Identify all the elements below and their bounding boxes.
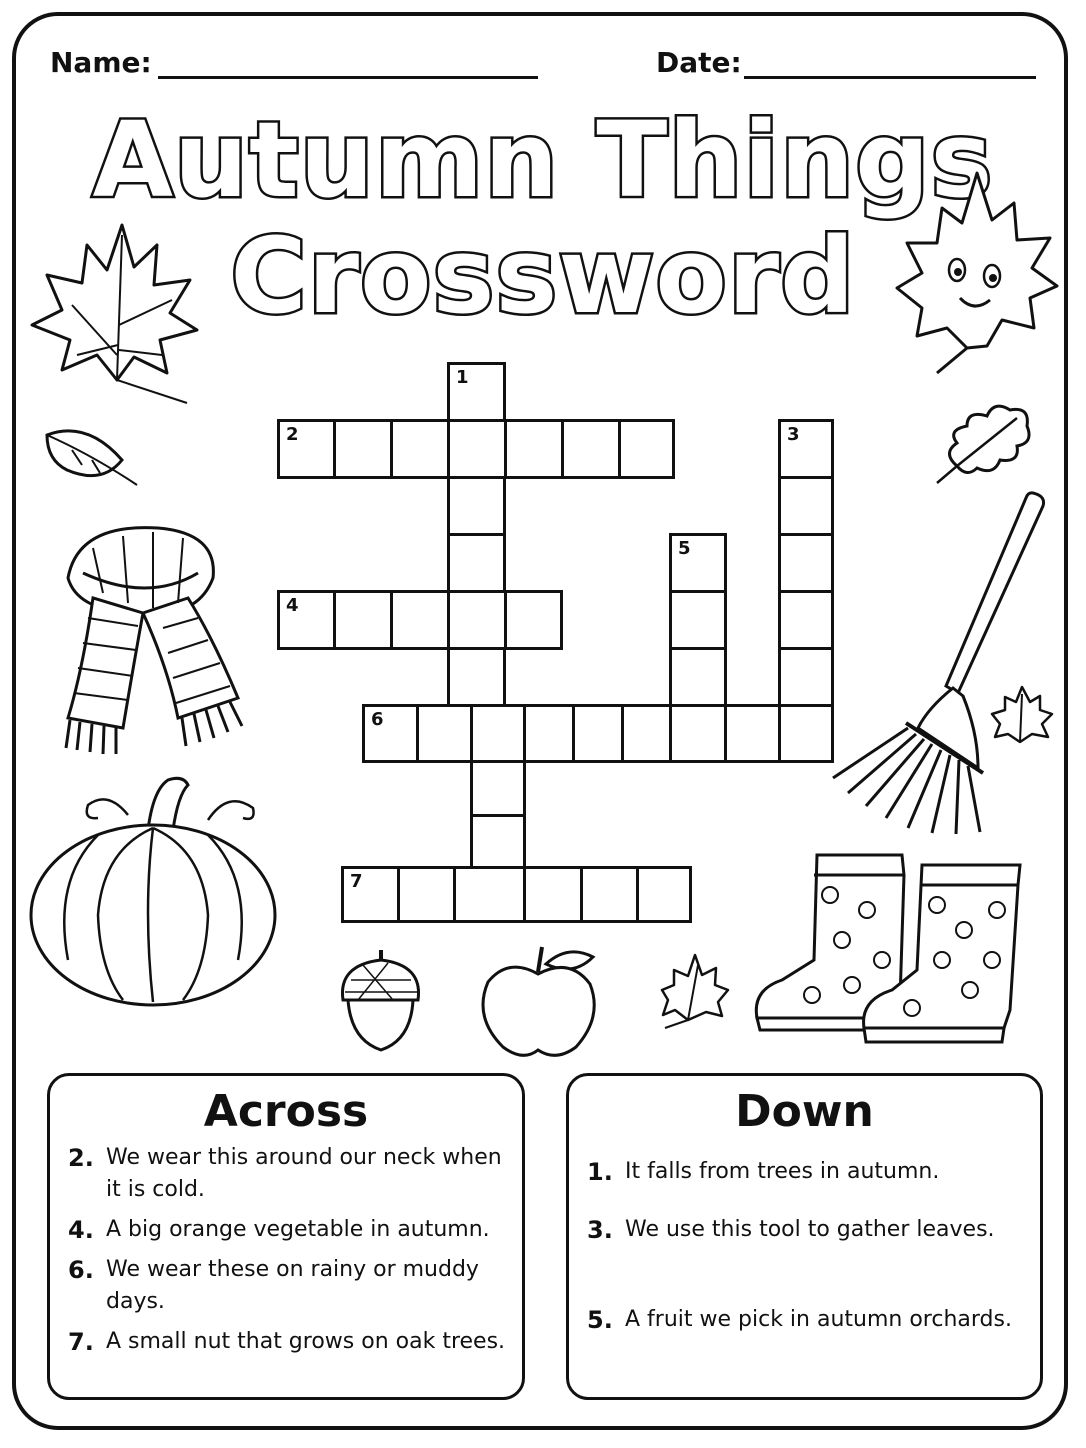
crossword-cell[interactable] xyxy=(621,704,672,763)
crossword-cell[interactable] xyxy=(572,704,624,763)
crossword-cell[interactable] xyxy=(470,814,526,869)
clue-number: 2. xyxy=(68,1144,94,1172)
name-label: Name: xyxy=(50,46,152,79)
clue-number: 7 xyxy=(350,871,363,892)
rain-boots-icon xyxy=(752,850,1022,1045)
maple-leaf-icon xyxy=(22,205,202,410)
crossword-cell[interactable] xyxy=(277,419,336,479)
across-clue-2 xyxy=(68,1142,508,1206)
crossword-cell[interactable] xyxy=(523,704,575,763)
clue-number: 5. xyxy=(587,1306,613,1334)
crossword-cell[interactable] xyxy=(470,704,526,763)
clue-number: 4. xyxy=(68,1216,94,1244)
crossword-cell[interactable] xyxy=(447,647,506,707)
crossword-cell[interactable] xyxy=(778,590,834,650)
down-clue-1 xyxy=(587,1156,1026,1188)
oak-leaf-icon xyxy=(932,398,1037,488)
clue-number: 1. xyxy=(587,1158,613,1186)
clue-number: 6 xyxy=(371,709,384,730)
crossword-cell[interactable] xyxy=(778,533,834,593)
clue-number: 6. xyxy=(68,1256,94,1284)
clue-text: We use this tool to gather leaves. xyxy=(625,1217,995,1242)
crossword-cell[interactable] xyxy=(447,590,507,650)
clue-text: A fruit we pick in autumn orchards. xyxy=(625,1307,1012,1332)
crossword-cell[interactable] xyxy=(669,704,727,763)
clue-number: 3. xyxy=(587,1216,613,1244)
crossword-cell[interactable] xyxy=(561,419,621,479)
date-field[interactable] xyxy=(744,76,1036,79)
page-title-line-1: Autumn Things xyxy=(92,99,994,221)
small-leaf-icon xyxy=(42,425,142,490)
crossword-cell[interactable] xyxy=(618,419,675,479)
clue-text: It falls from trees in autumn. xyxy=(625,1159,940,1184)
crossword-cell[interactable] xyxy=(453,866,526,923)
name-field[interactable] xyxy=(158,76,538,79)
down-clues-panel xyxy=(566,1073,1043,1400)
acorn-icon xyxy=(333,945,428,1055)
clue-text: We wear this around our neck when it is cold. xyxy=(106,1145,502,1202)
across-clue-4 xyxy=(68,1214,508,1246)
clue-number: 4 xyxy=(286,595,299,616)
crossword-cell[interactable] xyxy=(778,647,834,707)
small-leaf-icon xyxy=(990,682,1055,748)
apple-icon xyxy=(478,942,603,1060)
clue-text: A small nut that grows on oak trees. xyxy=(106,1329,506,1354)
clue-text: A big orange vegetable in autumn. xyxy=(106,1217,490,1242)
smiling-leaf-icon xyxy=(892,158,1062,378)
crossword-cell[interactable] xyxy=(669,533,727,593)
clue-number: 2 xyxy=(286,424,299,445)
small-leaf-icon xyxy=(660,950,730,1030)
rake-icon xyxy=(828,488,1053,840)
crossword-cell[interactable] xyxy=(470,760,526,817)
crossword-cell[interactable] xyxy=(333,419,393,479)
crossword-cell[interactable] xyxy=(447,419,507,479)
across-clue-7 xyxy=(68,1326,508,1358)
crossword-cell[interactable] xyxy=(341,866,400,923)
crossword-cell[interactable] xyxy=(447,362,506,422)
crossword-cell[interactable] xyxy=(390,419,450,479)
down-clue-3 xyxy=(587,1214,1026,1246)
page-title-line-2: Crossword xyxy=(230,215,856,337)
crossword-cell[interactable] xyxy=(778,476,834,536)
crossword-cell[interactable] xyxy=(390,590,450,650)
down-clue-5 xyxy=(587,1304,1026,1336)
crossword-cell[interactable] xyxy=(504,590,563,650)
crossword-cell[interactable] xyxy=(669,590,727,650)
across-clues-panel xyxy=(47,1073,525,1400)
crossword-cell[interactable] xyxy=(669,647,727,707)
pumpkin-icon xyxy=(28,770,283,1010)
crossword-cell[interactable] xyxy=(636,866,692,923)
crossword-cell[interactable] xyxy=(447,476,506,536)
across-clue-6 xyxy=(68,1254,508,1318)
date-label: Date: xyxy=(656,46,742,79)
crossword-cell[interactable] xyxy=(580,866,639,923)
crossword-cell[interactable] xyxy=(778,704,834,763)
across-heading: Across xyxy=(203,1086,369,1137)
crossword-cell[interactable] xyxy=(333,590,393,650)
clue-number: 1 xyxy=(456,367,469,388)
crossword-cell[interactable] xyxy=(778,419,834,479)
crossword-cell[interactable] xyxy=(277,590,336,650)
clue-number: 3 xyxy=(787,424,800,445)
crossword-cell[interactable] xyxy=(362,704,419,763)
clue-text: We wear these on rainy or muddy days. xyxy=(106,1257,479,1314)
clue-number: 7. xyxy=(68,1328,94,1356)
crossword-cell[interactable] xyxy=(724,704,781,763)
clue-number: 5 xyxy=(678,538,691,559)
crossword-cell[interactable] xyxy=(447,533,506,593)
crossword-cell[interactable] xyxy=(397,866,456,923)
crossword-cell[interactable] xyxy=(504,419,564,479)
crossword-cell[interactable] xyxy=(416,704,473,763)
crossword-cell[interactable] xyxy=(523,866,583,923)
down-heading: Down xyxy=(735,1086,874,1137)
scarf-icon xyxy=(48,518,263,758)
